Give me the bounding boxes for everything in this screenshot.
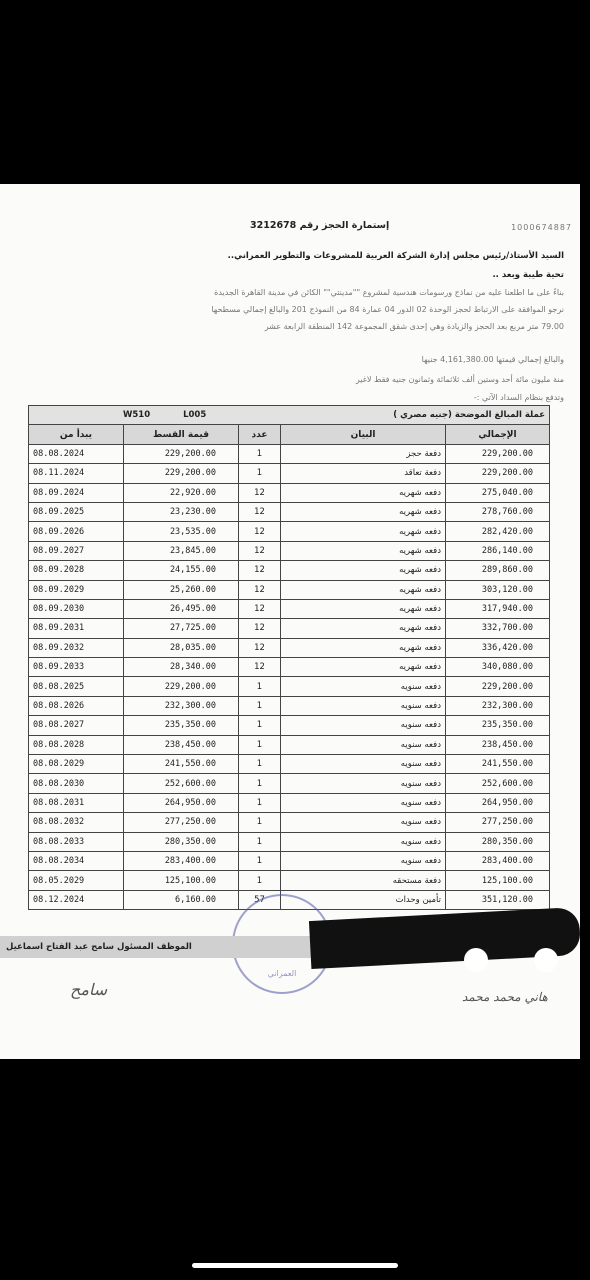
cell-count: 12 — [239, 638, 281, 657]
cell-description: دفعه سنويه — [281, 774, 446, 793]
cell-total: 229,200.00 — [446, 464, 550, 483]
cell-total: 232,300.00 — [446, 696, 550, 715]
cell-start-date: 08.08.2032 — [29, 813, 124, 832]
table-row — [29, 580, 550, 599]
cell-total: 282,420.00 — [446, 522, 550, 541]
table-row — [29, 483, 550, 502]
cell-start-date: 08.11.2024 — [29, 464, 124, 483]
cell-installment-amount: 23,230.00 — [124, 502, 239, 521]
cell-total: 280,350.00 — [446, 832, 550, 851]
cell-description: دفعة تعاقد — [281, 464, 446, 483]
cell-total: 286,140.00 — [446, 541, 550, 560]
table-row — [29, 522, 550, 541]
cell-description: دفعه شهريه — [281, 658, 446, 677]
total-value-line: والبالغ إجمالي قيمتها 4,161,380.00 جنيها — [421, 355, 564, 364]
cell-start-date: 08.12.2024 — [29, 890, 124, 909]
table-row — [29, 774, 550, 793]
cell-description: دفعه سنويه — [281, 677, 446, 696]
cell-total: 229,200.00 — [446, 677, 550, 696]
cell-start-date: 08.08.2030 — [29, 774, 124, 793]
code-l: L005 — [183, 410, 207, 421]
cell-total: 275,040.00 — [446, 483, 550, 502]
payment-schedule-table — [28, 405, 550, 910]
reference-number: 1000674887 — [511, 223, 572, 232]
cell-description: دفعه شهريه — [281, 483, 446, 502]
cell-count: 1 — [239, 677, 281, 696]
cell-count: 1 — [239, 716, 281, 735]
cell-description: دفعه شهريه — [281, 619, 446, 638]
paragraph-line-3: 79.00 متر مربع بعد الحجز والزيادة وهي إحدى شقق المجموعة 142 المنطقة الرابعة عشر — [264, 322, 564, 331]
cell-count: 12 — [239, 599, 281, 618]
header-count: عدد — [239, 425, 281, 444]
cell-description: دفعه شهريه — [281, 522, 446, 541]
cell-total: 241,550.00 — [446, 755, 550, 774]
cell-installment-amount: 252,600.00 — [124, 774, 239, 793]
header-installment: قيمة القسط — [124, 425, 239, 444]
table-row — [29, 599, 550, 618]
cell-start-date: 08.08.2025 — [29, 677, 124, 696]
cell-total: 317,940.00 — [446, 599, 550, 618]
cell-description: دفعه سنويه — [281, 832, 446, 851]
table-row — [29, 735, 550, 754]
cell-start-date: 08.08.2031 — [29, 793, 124, 812]
cell-installment-amount: 229,200.00 — [124, 444, 239, 463]
cell-total: 229,200.00 — [446, 444, 550, 463]
cell-count: 12 — [239, 541, 281, 560]
cell-count: 12 — [239, 561, 281, 580]
cell-total: 336,420.00 — [446, 638, 550, 657]
right-signature: هاني محمد محمد — [462, 990, 548, 1004]
paragraph-line-2: نرجو الموافقة على الارتباط لحجز الوحدة 02 الدور 04 عمارة 84 من النموذج 201 والبالغ إجمالي مسطحها — [211, 305, 564, 314]
table-row — [29, 832, 550, 851]
salutation: السيد الأستاذ/رئيس مجلس إدارة الشركة العربية للمشروعات والتطوير العمراني.. — [227, 251, 564, 261]
greeting: تحية طيبة وبعد .. — [492, 270, 564, 280]
cell-start-date: 08.08.2029 — [29, 755, 124, 774]
paragraph-line-1: بناءً على ما اطلعنا عليه من نماذج ورسومات هندسية لمشروع ""مدينتي"" الكائن في مدينة القاهرة الجديدة — [214, 288, 564, 297]
cell-installment-amount: 277,250.00 — [124, 813, 239, 832]
cell-start-date: 08.08.2034 — [29, 851, 124, 870]
cell-total: 351,120.00 — [446, 890, 550, 909]
cell-start-date: 08.09.2024 — [29, 483, 124, 502]
table-row — [29, 871, 550, 890]
home-indicator[interactable] — [192, 1263, 398, 1268]
marker-dot-1 — [464, 948, 488, 972]
table-row — [29, 541, 550, 560]
cell-total: 283,400.00 — [446, 851, 550, 870]
table-row — [29, 638, 550, 657]
cell-description: دفعه سنويه — [281, 793, 446, 812]
cell-installment-amount: 283,400.00 — [124, 851, 239, 870]
cell-start-date: 08.08.2033 — [29, 832, 124, 851]
cell-installment-amount: 24,155.00 — [124, 561, 239, 580]
marker-dot-2 — [534, 948, 558, 972]
cell-count: 1 — [239, 832, 281, 851]
cell-total: 235,350.00 — [446, 716, 550, 735]
cell-description: دفعه شهريه — [281, 638, 446, 657]
cell-installment-amount: 229,200.00 — [124, 464, 239, 483]
cell-count: 1 — [239, 774, 281, 793]
cell-total: 125,100.00 — [446, 871, 550, 890]
form-title: إستمارة الحجز رقم 3212678 — [250, 220, 390, 231]
cell-count: 12 — [239, 522, 281, 541]
stamp-text: العمراني — [267, 969, 297, 978]
cell-installment-amount: 232,300.00 — [124, 696, 239, 715]
cell-installment-amount: 229,200.00 — [124, 677, 239, 696]
cell-description: دفعه سنويه — [281, 851, 446, 870]
scanned-document — [0, 184, 580, 1059]
cell-count: 12 — [239, 619, 281, 638]
header-start: يبدأ من — [29, 425, 124, 444]
cell-installment-amount: 23,845.00 — [124, 541, 239, 560]
cell-installment-amount: 280,350.00 — [124, 832, 239, 851]
table-row — [29, 464, 550, 483]
cell-description: تأمين وحدات — [281, 890, 446, 909]
cell-start-date: 08.09.2030 — [29, 599, 124, 618]
cell-installment-amount: 28,340.00 — [124, 658, 239, 677]
cell-installment-amount: 26,495.00 — [124, 599, 239, 618]
cell-description: دفعه سنويه — [281, 696, 446, 715]
table-row — [29, 755, 550, 774]
cell-description: دفعه شهريه — [281, 561, 446, 580]
cell-installment-amount: 6,160.00 — [124, 890, 239, 909]
cell-description: دفعه شهريه — [281, 599, 446, 618]
cell-description: دفعه سنويه — [281, 716, 446, 735]
cell-total: 252,600.00 — [446, 774, 550, 793]
cell-installment-amount: 235,350.00 — [124, 716, 239, 735]
payment-system-line: وتدفع بنظام السداد الآتي :- — [473, 393, 564, 402]
cell-installment-amount: 125,100.00 — [124, 871, 239, 890]
responsible-employee-bar: الموظف المسئول سامح عبد الفتاح اسماعيل — [0, 936, 316, 958]
cell-count: 12 — [239, 502, 281, 521]
unit-codes — [123, 410, 206, 420]
cell-total: 289,860.00 — [446, 561, 550, 580]
table-row — [29, 677, 550, 696]
cell-total: 264,950.00 — [446, 793, 550, 812]
cell-start-date: 08.09.2033 — [29, 658, 124, 677]
cell-start-date: 08.08.2028 — [29, 735, 124, 754]
cell-installment-amount: 27,725.00 — [124, 619, 239, 638]
cell-description: دفعه شهريه — [281, 580, 446, 599]
table-header-row — [29, 425, 550, 444]
cell-start-date: 08.08.2027 — [29, 716, 124, 735]
cell-start-date: 08.09.2025 — [29, 502, 124, 521]
header-description: البيان — [281, 425, 446, 444]
cell-start-date: 08.09.2032 — [29, 638, 124, 657]
cell-start-date: 08.09.2031 — [29, 619, 124, 638]
cell-count: 1 — [239, 755, 281, 774]
cell-count: 1 — [239, 696, 281, 715]
table-row — [29, 444, 550, 463]
cell-start-date: 08.09.2028 — [29, 561, 124, 580]
cell-installment-amount: 241,550.00 — [124, 755, 239, 774]
table-row — [29, 851, 550, 870]
cell-description: دفعه سنويه — [281, 735, 446, 754]
cell-description: دفعه شهريه — [281, 541, 446, 560]
cell-count: 1 — [239, 793, 281, 812]
cell-count: 1 — [239, 813, 281, 832]
currency-label: عملة المبالغ الموضحة (جنيه مصري ) — [393, 410, 546, 421]
cell-start-date: 08.08.2024 — [29, 444, 124, 463]
table-banner-row — [29, 406, 550, 425]
cell-installment-amount: 238,450.00 — [124, 735, 239, 754]
cell-count: 12 — [239, 658, 281, 677]
cell-installment-amount: 22,920.00 — [124, 483, 239, 502]
table-row — [29, 502, 550, 521]
cell-start-date: 08.09.2029 — [29, 580, 124, 599]
table-row — [29, 716, 550, 735]
table-row — [29, 793, 550, 812]
cell-start-date: 08.09.2026 — [29, 522, 124, 541]
cell-description: دفعة حجز — [281, 444, 446, 463]
cell-description: دفعه شهريه — [281, 502, 446, 521]
cell-installment-amount: 28,035.00 — [124, 638, 239, 657]
cell-installment-amount: 25,260.00 — [124, 580, 239, 599]
table-row — [29, 696, 550, 715]
cell-count: 1 — [239, 871, 281, 890]
cell-count: 1 — [239, 735, 281, 754]
table-banner — [29, 406, 550, 425]
cell-total: 277,250.00 — [446, 813, 550, 832]
table-row — [29, 561, 550, 580]
cell-start-date: 08.08.2026 — [29, 696, 124, 715]
cell-description: دفعه سنويه — [281, 813, 446, 832]
cell-count: 57 — [239, 890, 281, 909]
cell-count: 1 — [239, 464, 281, 483]
cell-total: 278,760.00 — [446, 502, 550, 521]
table-row — [29, 813, 550, 832]
cell-installment-amount: 23,535.00 — [124, 522, 239, 541]
cell-count: 12 — [239, 580, 281, 599]
cell-start-date: 08.05.2029 — [29, 871, 124, 890]
cell-description: دفعة مستحقه — [281, 871, 446, 890]
cell-start-date: 08.09.2027 — [29, 541, 124, 560]
cell-total: 332,700.00 — [446, 619, 550, 638]
cell-total: 238,450.00 — [446, 735, 550, 754]
code-w: W510 — [123, 410, 151, 421]
cell-total: 303,120.00 — [446, 580, 550, 599]
left-signature: سامح — [70, 980, 108, 999]
table-row — [29, 658, 550, 677]
cell-count: 1 — [239, 444, 281, 463]
cell-total: 340,080.00 — [446, 658, 550, 677]
total-words-line: منة مليون مائة أحد وستين ألف ثلاثمائة وثمانون جنيه فقط لاغير — [355, 375, 564, 384]
cell-description: دفعه سنويه — [281, 755, 446, 774]
cell-count: 12 — [239, 483, 281, 502]
cell-installment-amount: 264,950.00 — [124, 793, 239, 812]
header-total: الإجمالي — [446, 425, 550, 444]
cell-count: 1 — [239, 851, 281, 870]
table-row — [29, 619, 550, 638]
